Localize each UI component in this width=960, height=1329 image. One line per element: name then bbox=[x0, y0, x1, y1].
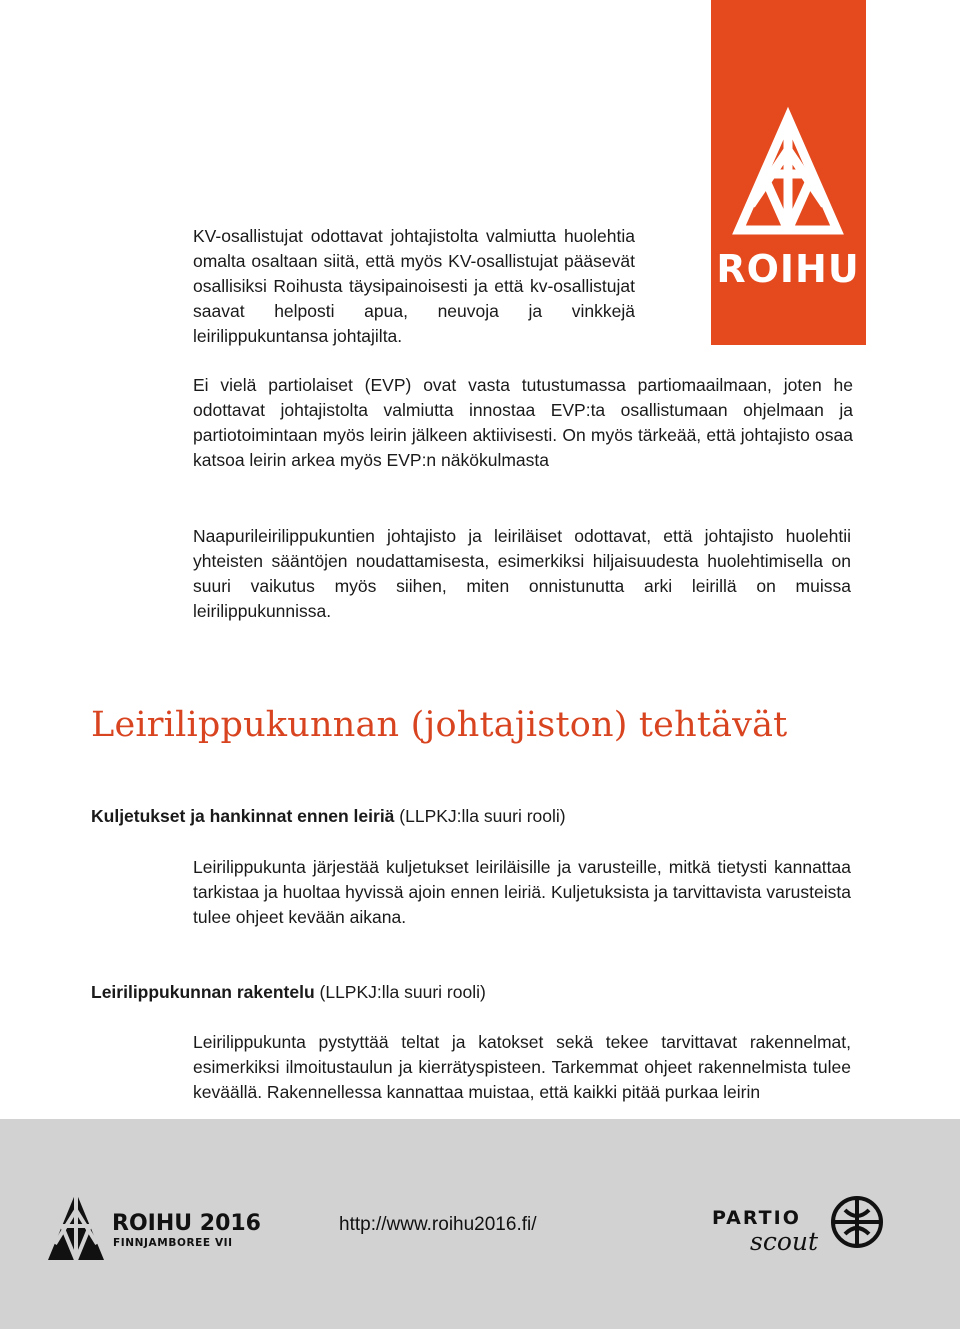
subsection-body-transport: Leirilippukunta järjestää kuljetukset leiriläisille ja varusteille, mitkä tietysti kannattaa tarkistaa ja huoltaa hyvissä ajoin ennen leiriä. Kuljetuksista ja tarvittavista varusteista tulee ohjeet kevään aikana. bbox=[193, 857, 851, 927]
paragraph-neighbours: Naapurileirilippukuntien johtajisto ja leiriläiset odottavat, että johtajisto huolehtii yhteisten sääntöjen noudattamisesta, esimerkiksi hiljaisuudesta huolehtimisella on suuri vaikutus myös siihen, miten onnistunutta arki leirillä on muissa leirilippukunnissa. bbox=[193, 526, 851, 621]
partio-text: PARTIO bbox=[712, 1207, 801, 1229]
scout-emblem-icon bbox=[833, 1198, 881, 1246]
roihu-2016-text: ROIHU 2016 bbox=[112, 1211, 261, 1236]
paragraph-evp: Ei vielä partiolaiset (EVP) ovat vasta tutustumassa partiomaailmaan, joten he odottavat johtajistolta valmiutta innostaa EVP:ta osallistumaan ohjelmaan ja partiotoimintaan myös leirin jälkeen aktiivisesti. On myös tärkeää, että johtajisto osaa katsoa leirin arkea myös EVP:n näkökulmasta bbox=[193, 375, 853, 470]
subsection-heading-transport bbox=[91, 804, 566, 829]
subsection-heading-bold: Kuljetukset ja hankinnat ennen leiriä bbox=[91, 806, 395, 826]
roihu-2016-logo bbox=[46, 1188, 261, 1268]
roihu-banner bbox=[711, 0, 866, 345]
roihu-flame-logo bbox=[711, 0, 866, 345]
scout-text: scout bbox=[750, 1227, 819, 1256]
partio-scout-logo bbox=[712, 1186, 892, 1261]
footer-url[interactable]: http://www.roihu2016.fi/ bbox=[339, 1214, 537, 1235]
roihu-logo-text: ROIHU bbox=[716, 247, 860, 291]
subsection-heading-bold: Leirilippukunnan rakentelu bbox=[91, 982, 315, 1002]
subsection-heading-building bbox=[91, 980, 486, 1005]
finnjamboree-text: FINNJAMBOREE VII bbox=[113, 1237, 233, 1249]
section-title: Leirilippukunnan (johtajiston) tehtävät bbox=[91, 705, 788, 745]
subsection-heading-note: (LLPKJ:lla suuri rooli) bbox=[314, 982, 486, 1002]
subsection-body-building: Leirilippukunta pystyttää teltat ja katokset sekä tekee tarvittavat rakennelmat, esimerkiksi ilmoitustaulun ja kierrätyspisteen. Tarkemmat ohjeet rakennelmista tulee keväällä. Rakennellessa kannattaa muistaa, että kaikki pitää purkaa leirin bbox=[193, 1032, 851, 1102]
paragraph-kv-participants: KV-osallistujat odottavat johtajistolta valmiutta huolehtia omalta osaltaan siitä, että myös KV-osallistujat pääsevät osallisiksi Roihusta täysipainoisesti ja että kv-osallistujat saavat helposti apua, neuvoja ja vinkkejä leirilippukuntansa johtajilta. bbox=[193, 226, 635, 346]
subsection-heading-note: (LLPKJ:lla suuri rooli) bbox=[394, 806, 566, 826]
